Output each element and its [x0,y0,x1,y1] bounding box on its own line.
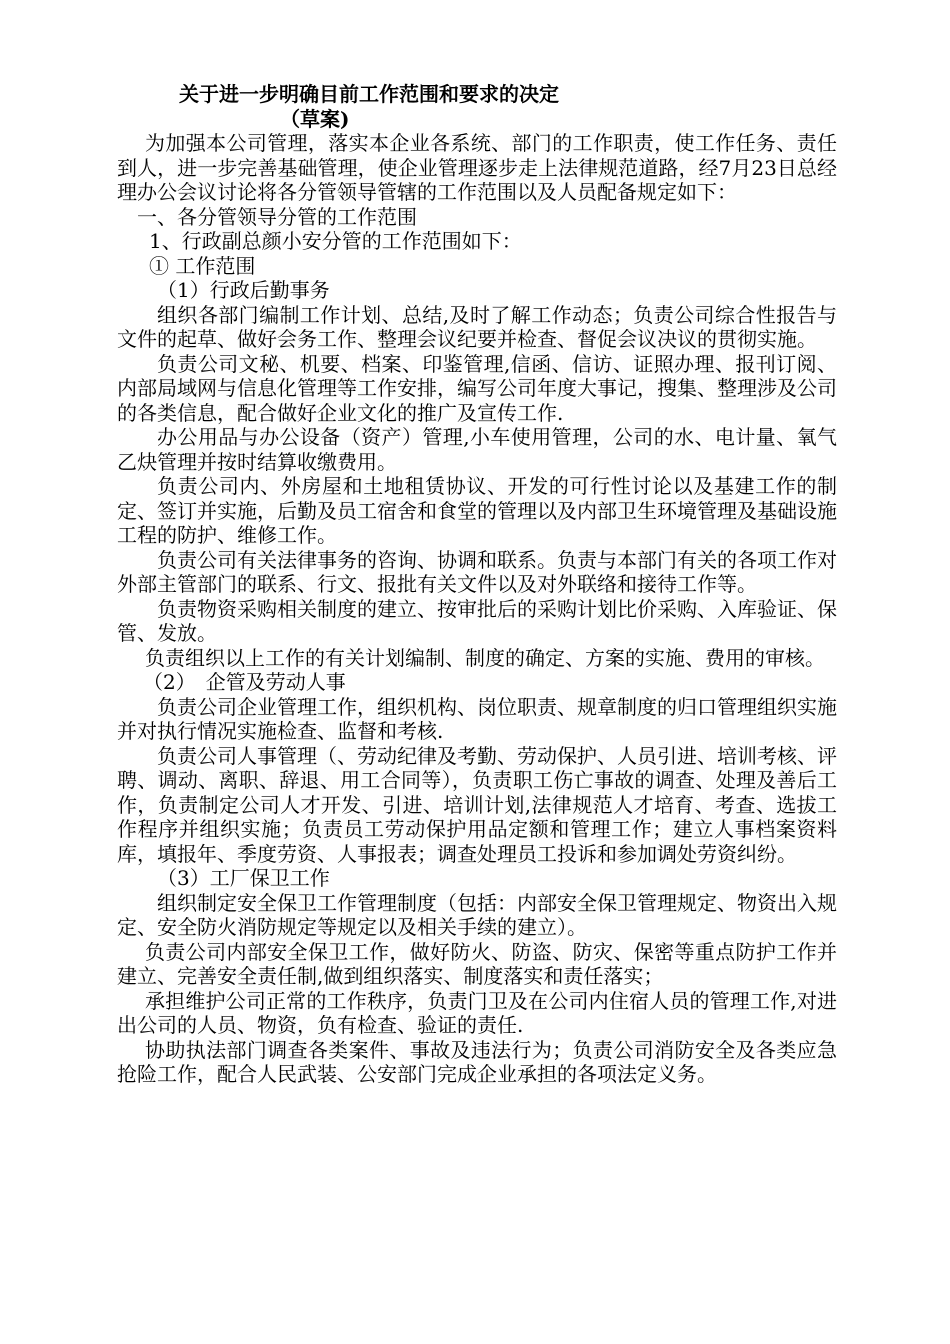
item1-paragraph: 负责公司文秘、机要、档案、印鉴管理,信函、信访、证照办理、报刊订阅、内部局域网与信息化管理等工作安排，编写公司年度大事记，搜集、整理涉及公司的各类信息，配合做好企业文化的推广及宣传工作. [117,351,837,425]
item3-paragraph: 负责公司内部安全保卫工作，做好防火、防盗、防灾、保密等重点防护工作并建立、完善安全责任制,做到组织落实、制度落实和责任落实； [117,939,837,988]
item3-paragraph: 承担维护公司正常的工作秩序，负责门卫及在公司内住宿人员的管理工作,对进出公司的人员、物资，负有检查、验证的责任. [117,988,837,1037]
item1-paragraph: 负责公司内、外房屋和土地租赁协议、开发的可行性讨论以及基建工作的制定、签订并实施，后勤及员工宿舍和食堂的管理以及内部卫生环境管理及基础设施工程的防护、维修工作。 [117,474,837,547]
item2-paragraph: 负责公司人事管理（、劳动纪律及考勤、劳动保护、人员引进、培训考核、评聘、调动、离职、辞退、用工合同等），负责职工伤亡事故的调查、处理及善后工作，负责制定公司人才开发、引进、培训计划,法律规范人才培育、考查、选拔工作程序并组织实施；负责员工劳动保护用品定额和管理工作；建立人事档案资料库，填报年、季度劳资、人事报表；调查处理员工投诉和参加调处劳资纠纷。 [117,743,837,866]
subsection-heading: 1、行政副总颜小安分管的工作范围如下： [149,229,522,253]
document-title: 关于进一步明确目前工作范围和要求的决定 [179,82,559,106]
item1-heading: （1）行政后勤事务 [157,278,330,302]
intro-paragraph: 为加强本公司管理，落实本企业各系统、部门的工作职责，使工作任务、责任到人，进一步完善基础管理，使企业管理逐步走上法律规范道路，经7月23日总经理办公会议讨论将各分管领导管辖的工作范围以及人员配备规定如下： [117,131,837,204]
item3-heading: （3）工厂保卫工作 [157,866,330,890]
scope-heading: ① 工作范围 [149,253,256,278]
document-subtitle: （草案) [280,106,350,131]
item1-paragraph: 办公用品与办公设备（资产）管理,小车使用管理，公司的水、电计量、氧气乙炔管理并按时结算收缴费用。 [117,425,837,474]
section-heading: 一、各分管领导分管的工作范围 [137,204,417,229]
item3-paragraph: 协助执法部门调查各类案件、事故及违法行为；负责公司消防安全及各类应急抢险工作，配合人民武装、公安部门完成企业承担的各项法定义务。 [117,1037,837,1086]
item3-paragraph: 组织制定安全保卫工作管理制度（包括：内部安全保卫管理规定、物资出入规定、安全防火消防规定等规定以及相关手续的建立）。 [117,890,837,939]
item1-paragraph: 负责公司有关法律事务的咨询、协调和联系。负责与本部门有关的各项工作对外部主管部门的联系、行文、报批有关文件以及对外联络和接待工作等。 [117,547,837,596]
item1-paragraph: 负责组织以上工作的有关计划编制、制度的确定、方案的实施、费用的审核。 [145,645,825,670]
item2-paragraph: 负责公司企业管理工作，组织机构、岗位职责、规章制度的归口管理组织实施并对执行情况实施检查、监督和考核. [117,694,837,743]
item1-paragraph: 负责物资采购相关制度的建立、按审批后的采购计划比价采购、入库验证、保管、发放。 [117,596,837,645]
document-page [117,82,837,1087]
item2-heading: （2） 企管及劳动人事 [143,670,346,694]
item1-paragraph: 组织各部门编制工作计划、总结,及时了解工作动态；负责公司综合性报告与文件的起草、做好会务工作、整理会议纪要并检查、督促会议决议的贯彻实施。 [117,302,837,351]
